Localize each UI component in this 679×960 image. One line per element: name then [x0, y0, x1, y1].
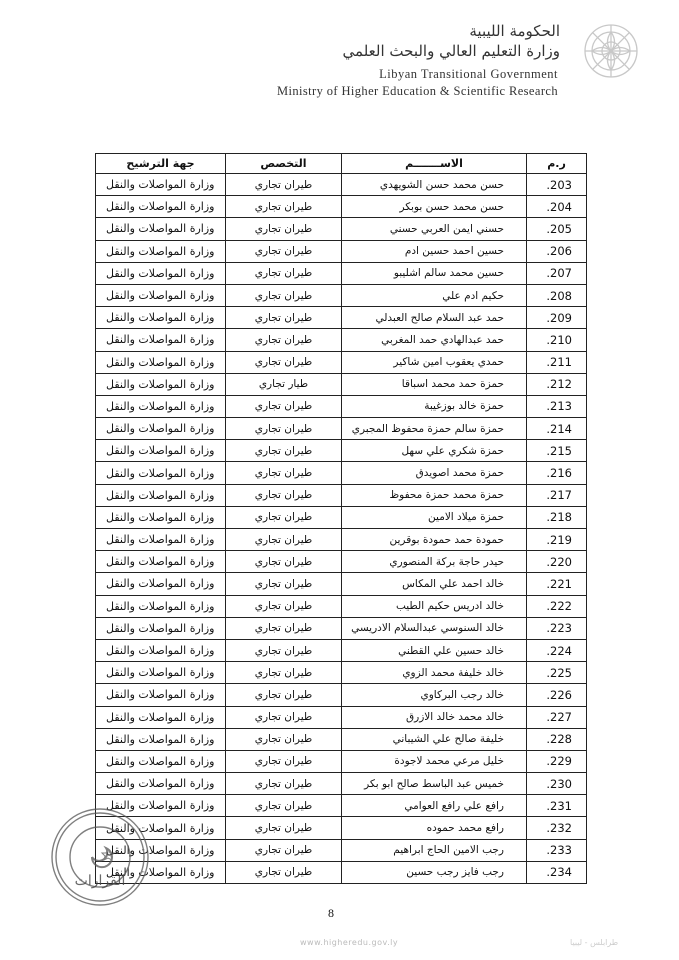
cell-name: خالد حسين علي القطني — [342, 639, 527, 661]
table-row — [96, 506, 587, 528]
table-row — [96, 573, 587, 595]
cell-nominating-body: وزارة المواصلات والنقل — [96, 440, 226, 462]
cell-specialization: طيران تجاري — [226, 506, 342, 528]
cell-specialization: طيران تجاري — [226, 351, 342, 373]
table-row — [96, 662, 587, 684]
table-row — [96, 395, 587, 417]
cell-specialization: طيران تجاري — [226, 861, 342, 883]
table-row — [96, 418, 587, 440]
cell-name: حمزة شكري علي سهل — [342, 440, 527, 462]
column-header-specialization: التخصص — [226, 154, 342, 174]
cell-nominating-body: وزارة المواصلات والنقل — [96, 418, 226, 440]
cell-nominating-body: وزارة المواصلات والنقل — [96, 529, 226, 551]
table-row — [96, 462, 587, 484]
table-row — [96, 728, 587, 750]
government-name-ar: الحكومة الليبية — [469, 22, 560, 40]
cell-name: خليفة صالح علي الشيباني — [342, 728, 527, 750]
table-row — [96, 218, 587, 240]
cell-number: 204. — [527, 196, 587, 218]
column-header-name: الاســـــــم — [342, 154, 527, 174]
cell-specialization: طيران تجاري — [226, 484, 342, 506]
cell-number: 208. — [527, 284, 587, 306]
table-row — [96, 795, 587, 817]
table-row — [96, 861, 587, 883]
cell-nominating-body: وزارة المواصلات والنقل — [96, 639, 226, 661]
ministry-name-en: Ministry of Higher Education & Scientific Research — [276, 84, 558, 98]
cell-number: 205. — [527, 218, 587, 240]
table-row — [96, 329, 587, 351]
cell-specialization: طيران تجاري — [226, 196, 342, 218]
ministry-name-ar: وزارة التعليم العالي والبحث العلمي — [342, 42, 560, 60]
cell-name: حمزة حمد محمد اسباقا — [342, 373, 527, 395]
cell-specialization: طيران تجاري — [226, 240, 342, 262]
cell-specialization: طيران تجاري — [226, 728, 342, 750]
cell-specialization: طيران تجاري — [226, 595, 342, 617]
cell-nominating-body: وزارة المواصلات والنقل — [96, 240, 226, 262]
cell-nominating-body: وزارة المواصلات والنقل — [96, 351, 226, 373]
cell-specialization: طيران تجاري — [226, 329, 342, 351]
cell-number: 221. — [527, 573, 587, 595]
cell-name: خليل مرعي محمد لاجودة — [342, 750, 527, 772]
cell-specialization: طيران تجاري — [226, 418, 342, 440]
cell-number: 222. — [527, 595, 587, 617]
cell-number: 223. — [527, 617, 587, 639]
cell-name: حمد عبدالهادي حمد المغربي — [342, 329, 527, 351]
cell-name: خالد محمد خالد الازرق — [342, 706, 527, 728]
cell-specialization: طيران تجاري — [226, 817, 342, 839]
cell-number: 232. — [527, 817, 587, 839]
cell-nominating-body: وزارة المواصلات والنقل — [96, 174, 226, 196]
cell-number: 229. — [527, 750, 587, 772]
cell-number: 213. — [527, 395, 587, 417]
cell-number: 234. — [527, 861, 587, 883]
cell-number: 216. — [527, 462, 587, 484]
table-row — [96, 839, 587, 861]
cell-number: 225. — [527, 662, 587, 684]
cell-nominating-body: وزارة المواصلات والنقل — [96, 773, 226, 795]
cell-specialization: طيران تجاري — [226, 839, 342, 861]
official-seal-stamp — [48, 805, 152, 909]
cell-specialization: طيران تجاري — [226, 284, 342, 306]
table-row — [96, 440, 587, 462]
cell-name: حكيم ادم علي — [342, 284, 527, 306]
cell-nominating-body: وزارة المواصلات والنقل — [96, 196, 226, 218]
cell-specialization: طيران تجاري — [226, 750, 342, 772]
cell-number: 218. — [527, 506, 587, 528]
cell-number: 203. — [527, 174, 587, 196]
table-row — [96, 284, 587, 306]
cell-number: 210. — [527, 329, 587, 351]
cell-specialization: طيران تجاري — [226, 440, 342, 462]
cell-specialization: طيران تجاري — [226, 706, 342, 728]
cell-name: حمزة محمد حمزة محفوظ — [342, 484, 527, 506]
cell-name: حمد عبد السلام صالح العبدلي — [342, 307, 527, 329]
cell-specialization: طيران تجاري — [226, 307, 342, 329]
cell-nominating-body: وزارة المواصلات والنقل — [96, 484, 226, 506]
table-row — [96, 817, 587, 839]
cell-specialization: طيران تجاري — [226, 795, 342, 817]
table-row — [96, 750, 587, 772]
cell-number: 227. — [527, 706, 587, 728]
cell-number: 209. — [527, 307, 587, 329]
seal-label: القرارات — [74, 873, 126, 889]
cell-nominating-body: وزارة المواصلات والنقل — [96, 395, 226, 417]
cell-number: 226. — [527, 684, 587, 706]
cell-number: 233. — [527, 839, 587, 861]
cell-nominating-body: وزارة المواصلات والنقل — [96, 750, 226, 772]
cell-number: 219. — [527, 529, 587, 551]
table-row — [96, 706, 587, 728]
cell-name: حسني ايمن العربي حسني — [342, 218, 527, 240]
table-row — [96, 529, 587, 551]
cell-specialization: طيران تجاري — [226, 639, 342, 661]
cell-number: 215. — [527, 440, 587, 462]
cell-nominating-body: وزارة المواصلات والنقل — [96, 839, 226, 861]
cell-name: حسين محمد سالم اشليبو — [342, 262, 527, 284]
footer-location: طرابلس - ليبيا — [570, 938, 619, 947]
cell-specialization: طيران تجاري — [226, 617, 342, 639]
cell-specialization: طيران تجاري — [226, 395, 342, 417]
cell-specialization: طيران تجاري — [226, 462, 342, 484]
cell-nominating-body: وزارة المواصلات والنقل — [96, 595, 226, 617]
cell-nominating-body: وزارة المواصلات والنقل — [96, 462, 226, 484]
cell-nominating-body: وزارة المواصلات والنقل — [96, 329, 226, 351]
table-row — [96, 684, 587, 706]
cell-specialization: طيران تجاري — [226, 773, 342, 795]
cell-name: حمزة خالد بوزغيبة — [342, 395, 527, 417]
cell-name: رجب فايز رجب حسين — [342, 861, 527, 883]
table-header-row — [96, 154, 587, 174]
cell-specialization: طيران تجاري — [226, 174, 342, 196]
table-row — [96, 351, 587, 373]
table-row — [96, 174, 587, 196]
table-row — [96, 262, 587, 284]
cell-specialization: طيران تجاري — [226, 662, 342, 684]
table-row — [96, 307, 587, 329]
cell-specialization: طيران تجاري — [226, 529, 342, 551]
cell-name: خالد رجب البركاوي — [342, 684, 527, 706]
table-row — [96, 551, 587, 573]
cell-nominating-body: وزارة المواصلات والنقل — [96, 284, 226, 306]
cell-name: حمزة ميلاد الامين — [342, 506, 527, 528]
cell-name: خميس عبد الباسط صالح ابو بكر — [342, 773, 527, 795]
table-row — [96, 617, 587, 639]
cell-number: 207. — [527, 262, 587, 284]
page-number: 8 — [328, 906, 334, 920]
cell-nominating-body: وزارة المواصلات والنقل — [96, 506, 226, 528]
cell-nominating-body: وزارة المواصلات والنقل — [96, 662, 226, 684]
cell-name: حمزة سالم حمزة محفوظ المجبري — [342, 418, 527, 440]
table-row — [96, 196, 587, 218]
cell-nominating-body: وزارة المواصلات والنقل — [96, 262, 226, 284]
cell-specialization: طيران تجاري — [226, 684, 342, 706]
cell-name: حمزة محمد اصويدق — [342, 462, 527, 484]
government-name-en: Libyan Transitional Government — [379, 67, 558, 81]
table-row — [96, 373, 587, 395]
table-row — [96, 639, 587, 661]
candidates-table — [95, 153, 587, 884]
cell-nominating-body: وزارة المواصلات والنقل — [96, 795, 226, 817]
ministry-logo-icon — [582, 22, 640, 80]
cell-number: 224. — [527, 639, 587, 661]
cell-specialization: طيران تجاري — [226, 218, 342, 240]
cell-specialization: طيار تجاري — [226, 373, 342, 395]
column-header-nominating-body: جهة الترشيح — [96, 154, 226, 174]
cell-number: 206. — [527, 240, 587, 262]
cell-name: رجب الامين الحاج ابراهيم — [342, 839, 527, 861]
cell-name: خالد خليفة محمد الزوي — [342, 662, 527, 684]
cell-name: حمدي يعقوب امين شاكير — [342, 351, 527, 373]
table-row — [96, 240, 587, 262]
cell-name: حسين احمد حسين ادم — [342, 240, 527, 262]
cell-number: 212. — [527, 373, 587, 395]
cell-name: رافع علي رافع العوامي — [342, 795, 527, 817]
cell-nominating-body: وزارة المواصلات والنقل — [96, 551, 226, 573]
cell-number: 217. — [527, 484, 587, 506]
table-row — [96, 595, 587, 617]
cell-nominating-body: وزارة المواصلات والنقل — [96, 817, 226, 839]
cell-number: 214. — [527, 418, 587, 440]
cell-nominating-body: وزارة المواصلات والنقل — [96, 617, 226, 639]
cell-name: حيدر حاجة بركة المنصوري — [342, 551, 527, 573]
cell-nominating-body: وزارة المواصلات والنقل — [96, 573, 226, 595]
footer-url: www.higheredu.gov.ly — [300, 938, 399, 947]
cell-name: خالد احمد علي المكاس — [342, 573, 527, 595]
cell-number: 211. — [527, 351, 587, 373]
cell-nominating-body: وزارة المواصلات والنقل — [96, 373, 226, 395]
cell-number: 228. — [527, 728, 587, 750]
cell-nominating-body: وزارة المواصلات والنقل — [96, 684, 226, 706]
cell-number: 231. — [527, 795, 587, 817]
cell-nominating-body: وزارة المواصلات والنقل — [96, 218, 226, 240]
cell-specialization: طيران تجاري — [226, 262, 342, 284]
cell-nominating-body: وزارة المواصلات والنقل — [96, 307, 226, 329]
cell-name: حسن محمد حسن الشويهدي — [342, 174, 527, 196]
cell-nominating-body: وزارة المواصلات والنقل — [96, 728, 226, 750]
cell-nominating-body: وزارة المواصلات والنقل — [96, 706, 226, 728]
cell-number: 230. — [527, 773, 587, 795]
cell-nominating-body: وزارة المواصلات والنقل — [96, 861, 226, 883]
cell-number: 220. — [527, 551, 587, 573]
cell-specialization: طيران تجاري — [226, 551, 342, 573]
cell-name: رافع محمد حموده — [342, 817, 527, 839]
column-header-number: ر.م — [527, 154, 587, 174]
cell-name: حسن محمد حسن بوبكر — [342, 196, 527, 218]
table-row — [96, 773, 587, 795]
letterhead — [200, 8, 560, 103]
cell-name: خالد السنوسي عبدالسلام الادريسي — [342, 617, 527, 639]
table-row — [96, 484, 587, 506]
cell-name: حمودة حمد حمودة بوقرين — [342, 529, 527, 551]
cell-specialization: طيران تجاري — [226, 573, 342, 595]
cell-name: خالد ادريس حكيم الطيب — [342, 595, 527, 617]
